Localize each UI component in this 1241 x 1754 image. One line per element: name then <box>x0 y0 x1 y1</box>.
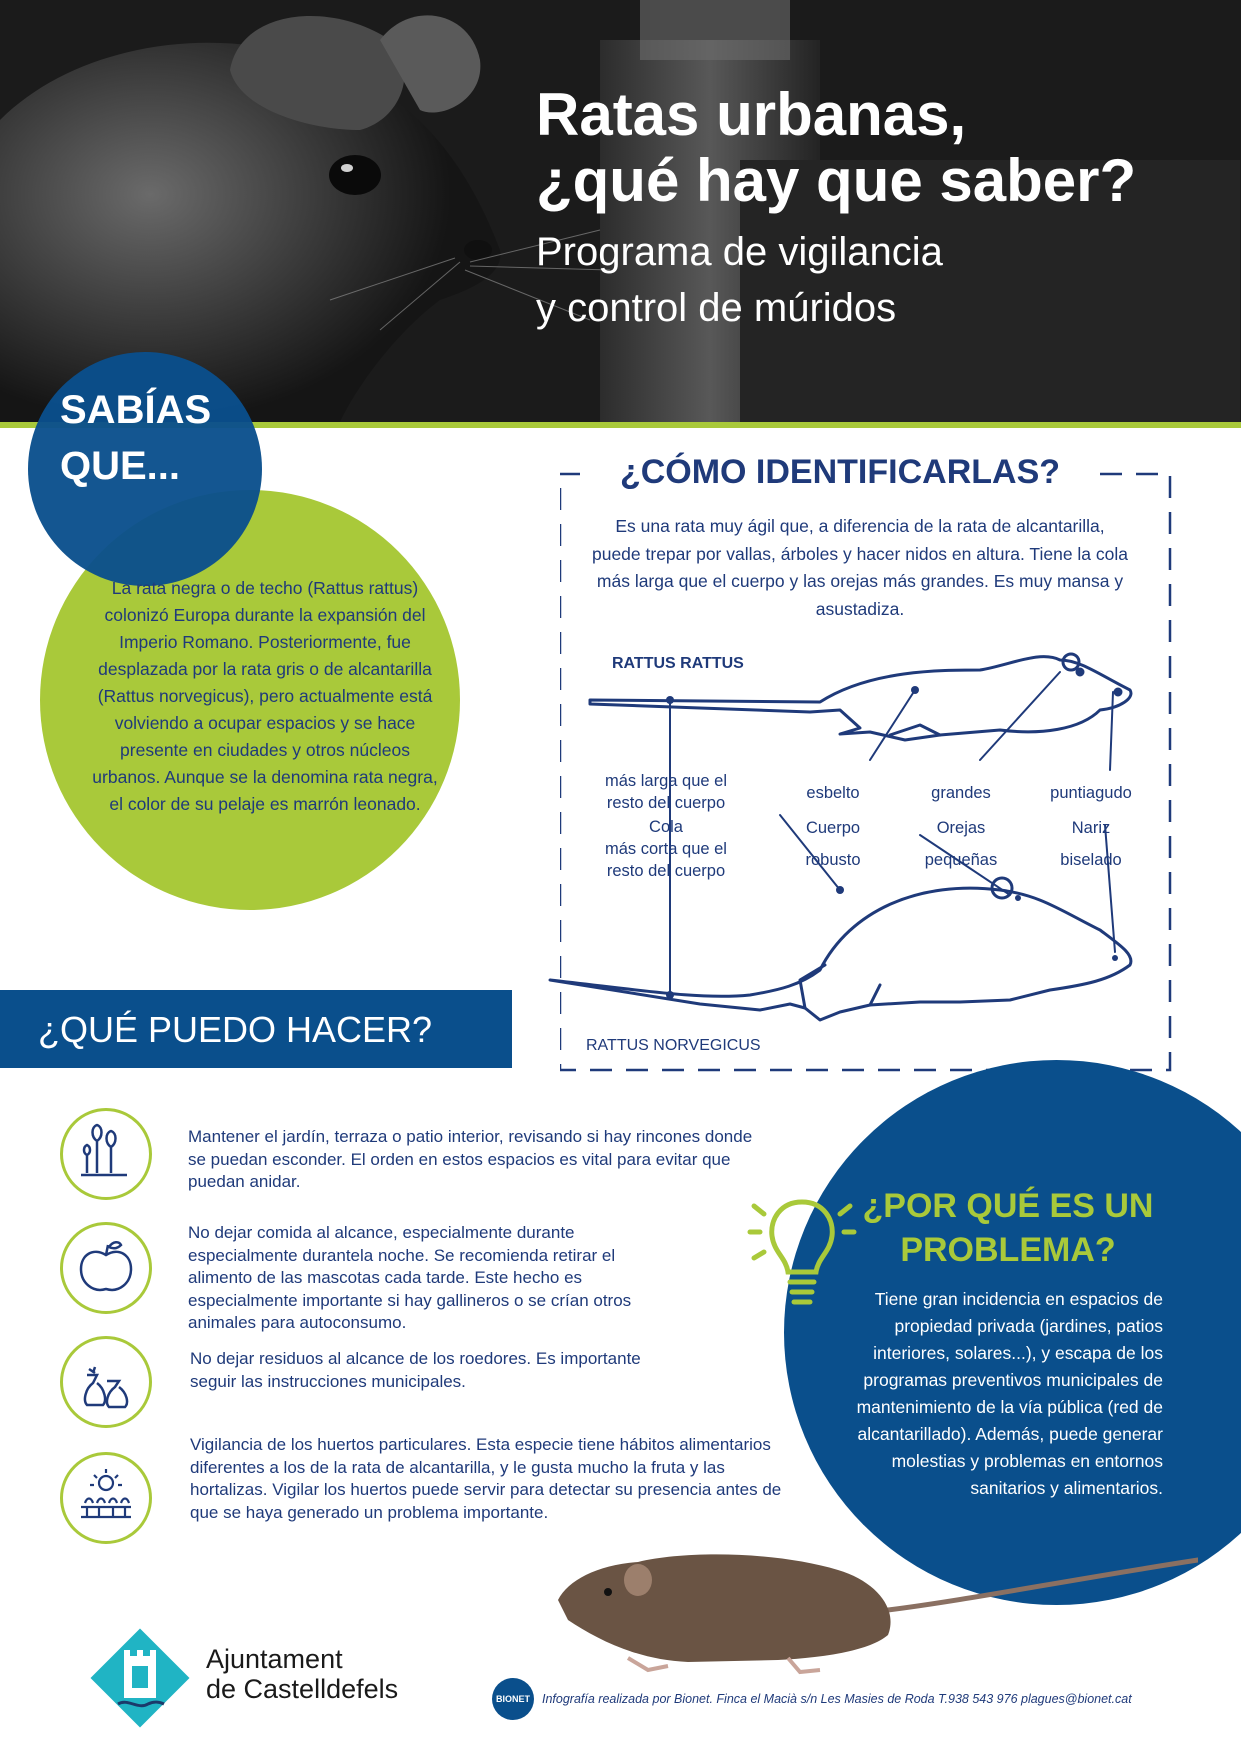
tip-waste-text: No dejar residuos al alcance de los roedores. Es importante seguir las instrucciones municipales. <box>190 1349 641 1391</box>
did-you-know-text: La rata negra o de techo (Rattus rattus) colonizó Europa durante la expansión del Imperio Romano. Posteriormente, fue desplazada por la rata gris o de alcantarilla (Rattus norvegicus), pero actualmente está volviendo a ocupar espacios y se hace presente en ciudades y otros núcleos urbanos. Aunque se la denomina rata negra, el color de su pelaje es marrón leonado. <box>92 578 438 814</box>
did-you-know-title-line-2: QUE... <box>60 444 181 488</box>
body-label: Cuerpo <box>805 819 861 837</box>
species-label-rattus-rattus: RATTUS RATTUS <box>612 655 744 672</box>
organization-name-line-1: Ajuntament <box>206 1644 343 1674</box>
ears-bottom-note: pequeñas <box>924 851 998 869</box>
tail-label: Cola <box>649 818 683 836</box>
page-subtitle <box>536 224 1136 336</box>
did-you-know-title <box>60 382 211 494</box>
tip-food-text: No dejar comida al alcance, especialmente durante especialmente durantela noche. Se recomienda retirar el alimento de las mascotas cada tarde. Este hecho es especialmente importante si hay gallineros o se crían otros animales para autoconsumo. <box>188 1223 632 1332</box>
castelldefels-logo <box>88 1626 192 1730</box>
identify-text: Es una rata muy ágil que, a diferencia de la rata de alcantarilla, puede trepar por vallas, árboles y hacer nidos en altura. Tiene la cola más larga que el cuerpo y las orejas más grandes. Es muy mansa y asustadiza. <box>591 516 1128 619</box>
tail-top-note: más larga que el resto del cuerpo <box>605 772 727 812</box>
tip-orchard-text: Vigilancia de los huertos particulares. Esta especie tiene hábitos alimentarios diferentes a los de la rata de alcantarilla, y le gusta mucho la fruta y las hortalizas. Vigilar los huertos puede servir para detectar su presencia antes de que se haya generado un problema importante. <box>190 1435 782 1522</box>
subtitle-line-1: Programa de vigilancia <box>536 230 943 274</box>
subtitle-line-2: y control de múridos <box>536 286 897 330</box>
actions-title: ¿QUÉ PUEDO HACER? <box>38 1009 433 1050</box>
garbage-bags-icon <box>60 1336 152 1428</box>
ears-label: Orejas <box>936 819 986 837</box>
title-line-1: Ratas urbanas, <box>536 81 967 148</box>
species-label-rattus-norvegicus: RATTUS NORVEGICUS <box>586 1037 761 1054</box>
rattus-norvegicus-outline <box>550 888 1131 1020</box>
problem-title-line-2: PROBLEMA? <box>900 1231 1116 1269</box>
tip-garden-text: Mantener el jardín, terraza o patio interior, revisando si hay rincones donde se puedan esconder. El orden en estos espacios es vital para evitar que puedan anidar. <box>188 1127 753 1191</box>
problem-title-line-1: ¿POR QUÉ ES UN <box>862 1187 1154 1225</box>
apple-icon <box>60 1222 152 1314</box>
did-you-know-title-line-1: SABÍAS <box>60 388 212 432</box>
nose-bottom-note: biselado <box>1060 851 1122 869</box>
problem-text: Tiene gran incidencia en espacios de propiedad privada (jardines, patios interiores, solares...), y escapa de los programas preventivos municipales de mantenimiento de la vía pública (red de alcantarillado). Además, puede generar molestias y problemas en entornos sanitarios y alimentarios. <box>856 1289 1163 1498</box>
body-top-note: esbelto <box>806 784 860 802</box>
nose-label: Nariz <box>1071 819 1111 837</box>
footer-credit: Infografía realizada por Bionet. Finca el Macià s/n Les Masies de Roda T.938 543 976 plagues@bionet.cat <box>542 1692 1132 1706</box>
tail-bottom-note: más corta que el resto del cuerpo <box>605 840 727 880</box>
bionet-logo: BIONET <box>492 1678 534 1720</box>
organization-name-line-2: de Castelldefels <box>206 1674 399 1704</box>
identify-title: ¿CÓMO IDENTIFICARLAS? <box>580 450 1100 494</box>
title-line-2: ¿qué hay que saber? <box>536 147 1137 214</box>
trees-icon <box>60 1108 152 1200</box>
body-bottom-note: robusto <box>805 851 861 869</box>
page-title <box>536 82 1236 214</box>
ears-top-note: grandes <box>931 784 991 802</box>
nose-top-note: puntiagudo <box>1050 784 1132 802</box>
vegetable-garden-icon <box>60 1452 152 1544</box>
brown-rat-photo <box>548 1540 1198 1680</box>
organization-name <box>206 1644 398 1704</box>
problem-title <box>858 1184 1158 1272</box>
